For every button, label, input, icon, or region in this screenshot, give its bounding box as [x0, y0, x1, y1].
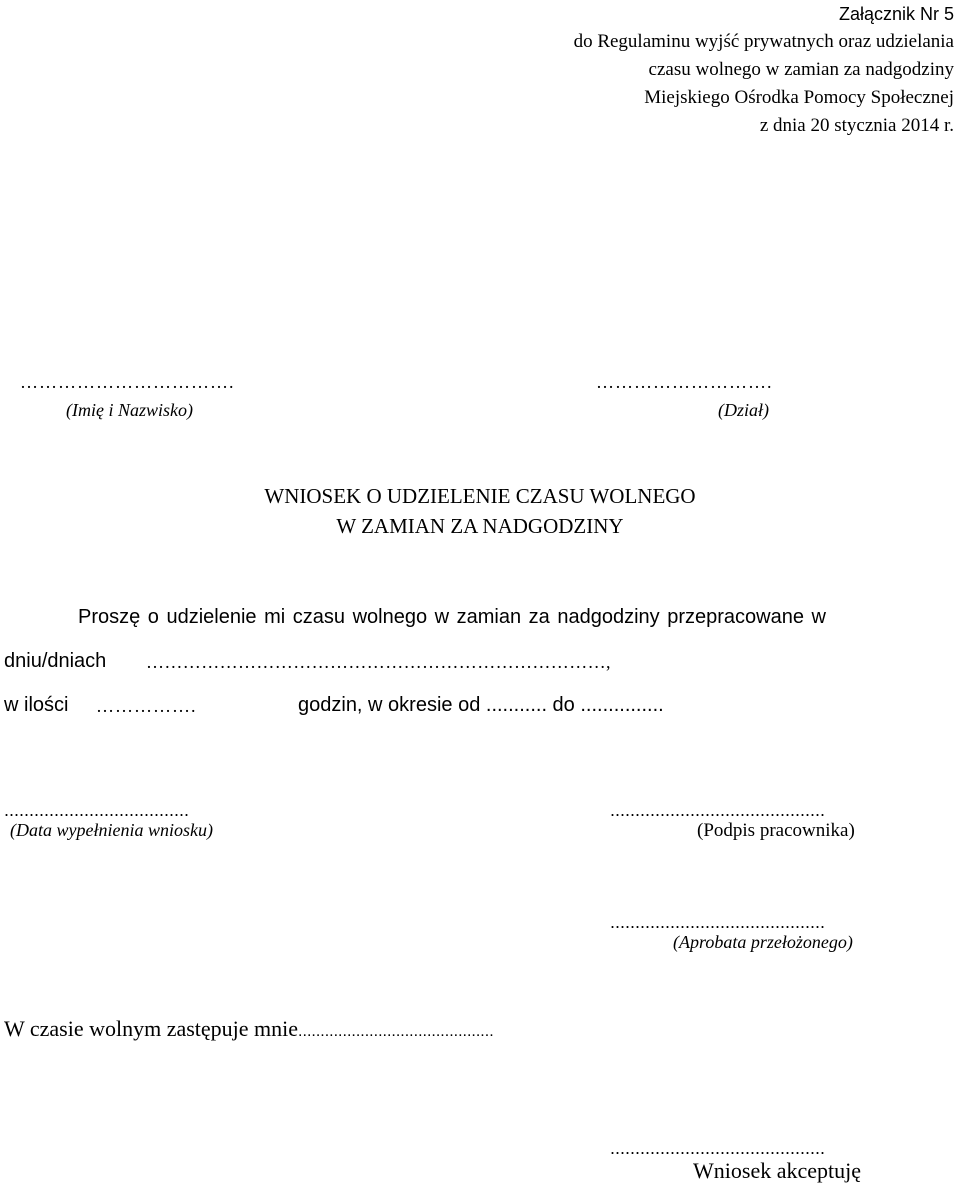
- form-title-line1: WNIOSEK O UDZIELENIE CZASU WOLNEGO: [264, 484, 696, 508]
- name-caption: (Imię i Nazwisko): [66, 400, 193, 420]
- acceptance-label: Wniosek akceptuję: [693, 1158, 861, 1183]
- attachment-number: Załącznik Nr 5: [838, 4, 954, 24]
- employee-signature-caption: (Podpis pracownika): [697, 820, 855, 841]
- name-field-dots[interactable]: …………………………….: [20, 372, 235, 392]
- request-text-line1: Proszę o udzielenie mi czasu wolnego w zamian za nadgodziny przepracowane w: [78, 606, 826, 628]
- supervisor-approval-dots[interactable]: ...........................................: [610, 912, 826, 932]
- days-field-dots[interactable]: …………………………………………………………………,: [146, 652, 611, 672]
- date-field-dots[interactable]: .....................................: [4, 800, 190, 820]
- employee-signature-dots[interactable]: ...........................................: [610, 800, 826, 820]
- substitute-field-dots[interactable]: ............................................: [298, 1023, 494, 1040]
- acceptance-signature-dots[interactable]: ...........................................: [610, 1138, 826, 1158]
- period-text: godzin, w okresie od ........... do ...............: [298, 694, 664, 716]
- regulation-title: do Regulaminu wyjść prywatnych oraz udzielania: [573, 31, 954, 52]
- date-caption: (Data wypełnienia wniosku): [10, 820, 213, 840]
- supervisor-approval-caption: (Aprobata przełożonego): [673, 932, 853, 952]
- attachment-header: [574, 0, 954, 140]
- form-title: [0, 481, 960, 541]
- institution-name: Miejskiego Ośrodka Pomocy Społecznej: [644, 87, 954, 108]
- hours-field-dots[interactable]: …………….: [96, 696, 197, 716]
- regulation-date: z dnia 20 stycznia 2014 r.: [759, 115, 954, 136]
- substitute-line: [4, 1016, 494, 1042]
- quantity-label: w ilości: [4, 694, 69, 716]
- regulation-subtitle: czasu wolnego w zamian za nadgodziny: [648, 59, 954, 80]
- substitute-label: W czasie wolnym zastępuje mnie: [4, 1016, 299, 1041]
- form-title-line2: W ZAMIAN ZA NADGODZINY: [336, 514, 624, 538]
- department-caption: (Dział): [718, 400, 769, 420]
- days-label: dniu/dniach: [4, 650, 107, 672]
- department-field-dots[interactable]: ……………………….: [596, 372, 773, 392]
